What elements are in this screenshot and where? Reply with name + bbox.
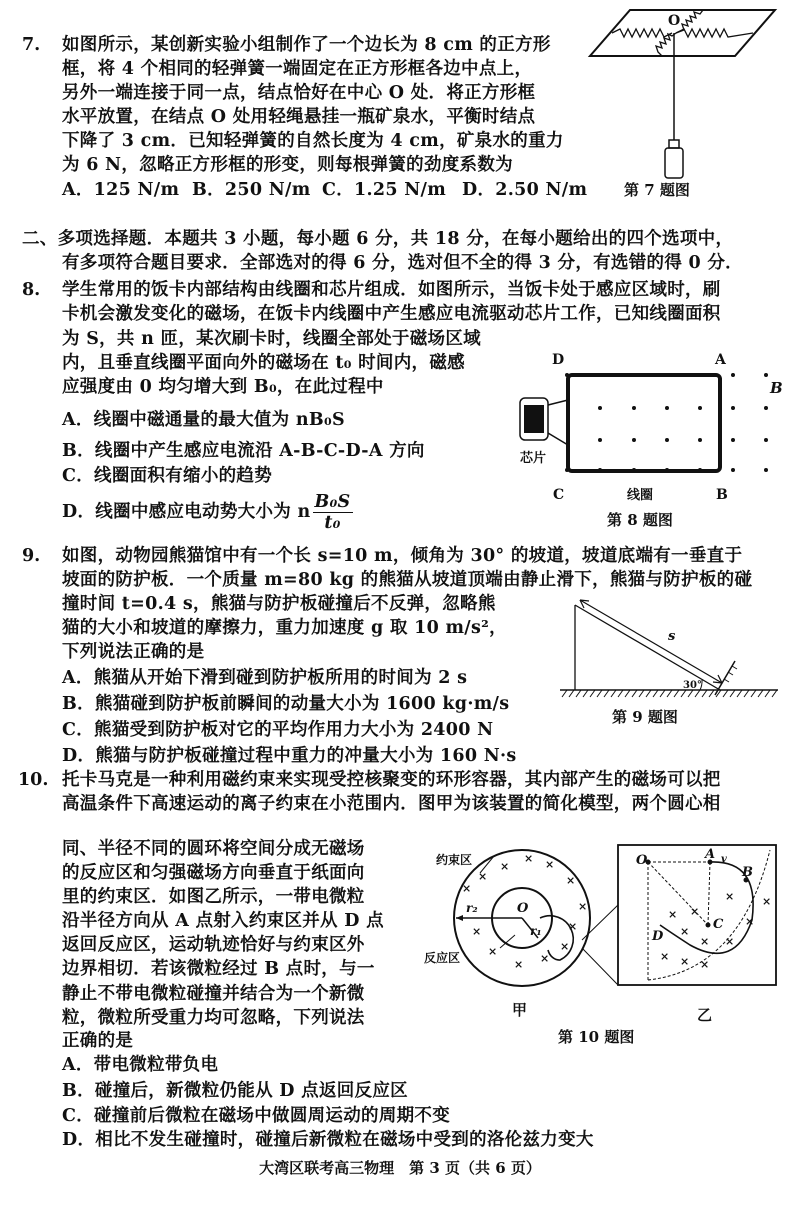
question-text-line: 里的约束区．如图乙所示，一带电微粒 [62, 887, 365, 907]
coil-label: 线圈 [627, 488, 654, 503]
point-b-label: B [742, 865, 753, 880]
question-text-line: 应强度由 0 均匀增大到 B₀，在此过程中 [62, 377, 384, 397]
question-text-line: 沿半径方向从 A 点射入约束区并从 D 点 [62, 911, 384, 931]
question-text-line: 如图所示，某创新实验小组制作了一个边长为 8 cm 的正方形 [62, 35, 551, 55]
option-c: C．线圈面积有缩小的趋势 [62, 466, 273, 486]
question-text-line: 的反应区和匀强磁场方向垂直于纸面向 [62, 863, 365, 883]
center-o-label: O [517, 901, 529, 916]
option-c: C．1.25 N/m [322, 180, 447, 200]
question-number: 9. [22, 546, 41, 566]
field-into-page-mark: × [514, 958, 524, 971]
field-into-page-mark: × [660, 950, 670, 963]
point-c-label: C [713, 917, 724, 932]
option-b: B．碰撞后，新微粒仍能从 D 点返回反应区 [62, 1081, 408, 1101]
point-d-label: D [652, 929, 664, 944]
question-text-line: 粒，微粒所受重力均可忽略，下列说法 [62, 1008, 365, 1028]
question-text-line: 撞时间 t=0.4 s，熊猫与防护板碰撞后不反弹，忽略熊 [62, 594, 496, 614]
chip-label: 芯片 [520, 451, 547, 466]
option-d: D．相比不发生碰撞时，碰撞后新微粒在磁场中受到的洛伦兹力变大 [62, 1130, 594, 1150]
slope-length-label: s [668, 629, 676, 644]
question-text-line: 学生常用的饭卡内部结构由线圈和芯片组成．如图所示，当饭卡处于感应区域时，刷 [62, 280, 721, 300]
velocity-label: v [721, 854, 727, 865]
field-into-page-mark: × [478, 870, 488, 883]
numerator: B₀S [314, 492, 351, 512]
figure-9-caption: 第 9 题图 [612, 708, 678, 726]
question-text-line: 卡机会激发变化的磁场，在饭卡内线圈中产生感应电流驱动芯片工作，已知线圈面积 [62, 304, 721, 324]
question-text-line: 正确的是 [62, 1031, 134, 1051]
question-text-line: 托卡马克是一种利用磁约束来实现受控核聚变的环形容器，其内部产生的磁场可以把 [62, 770, 721, 790]
point-o-label: O [668, 13, 681, 29]
question-text-line: 框，将 4 个相同的轻弹簧一端固定在正方形框各边中点上， [62, 59, 533, 79]
corner-a-label: A [715, 352, 726, 368]
question-text-line: 坡面的防护板．一个质量 m=80 kg 的熊猫从坡道顶端由静止滑下，熊猫与防护板的碰 [62, 570, 753, 590]
figure-7-caption: 第 7 题图 [624, 181, 690, 199]
point-o-label: O [636, 853, 648, 868]
field-into-page-mark: × [488, 945, 498, 958]
angle-label: 30° [683, 680, 702, 691]
figure-10-caption: 第 10 题图 [558, 1028, 635, 1046]
question-text-line: 同、半径不同的圆环将空间分成无磁场 [62, 839, 365, 859]
figure-jia-label: 甲 [512, 1001, 528, 1019]
question-text-line: 另外一端连接于同一点，结点恰好在中心 O 处．将正方形框 [62, 83, 536, 103]
question-text-line: 下列说法正确的是 [62, 642, 205, 662]
question-text-line: 水平放置，在结点 O 处用轻绳悬挂一瓶矿泉水，平衡时结点 [62, 107, 536, 127]
question-text-line: 为 6 N，忽略正方形框的形变，则每根弹簧的劲度系数为 [62, 155, 513, 175]
point-a-label: A [705, 847, 716, 862]
option-a: A．125 N/m [62, 180, 180, 200]
option-b: B．250 N/m [192, 180, 311, 200]
field-into-page-mark: × [462, 882, 472, 895]
field-into-page-mark: × [690, 905, 700, 918]
question-text-line: 高温条件下高速运动的离子约束在小范围内．图甲为该装置的简化模型，两个圆心相 [62, 794, 721, 814]
field-into-page-mark: × [524, 852, 534, 865]
question-number: 8. [22, 280, 41, 300]
section-heading: 二、多项选择题．本题共 3 小题，每小题 6 分，共 18 分，在每小题给出的四个选项中， [22, 229, 734, 249]
question-text-line: 为 S，共 n 匝，某次刷卡时，线圈全部处于磁场区域 [62, 329, 481, 349]
corner-d-label: D [552, 352, 565, 368]
figure-8-caption: 第 8 题图 [607, 511, 673, 529]
field-into-page-mark: × [668, 908, 678, 921]
option-a: A．带电微粒带负电 [62, 1055, 219, 1075]
field-b-label: B [770, 379, 783, 397]
option-c: C．熊猫受到防护板对它的平均作用力大小为 2400 N [62, 720, 494, 740]
r2-label: r₂ [466, 901, 478, 915]
field-into-page-mark: × [700, 935, 710, 948]
question-text-line: 静止不带电微粒碰撞并结合为一个新微 [62, 984, 365, 1004]
section-heading: 有多项符合题目要求．全部选对的得 6 分，选对但不全的得 3 分，有选错的得 0 分． [62, 253, 743, 273]
question-number: 7. [22, 35, 41, 55]
field-into-page-mark: × [540, 952, 550, 965]
field-into-page-mark: × [472, 925, 482, 938]
corner-b-label: B [716, 487, 728, 503]
option-b: B．线圈中产生感应电流沿 A-B-C-D-A 方向 [62, 441, 425, 461]
question-text-line: 如图，动物园熊猫馆中有一个长 s=10 m，倾角为 30° 的坡道，坡道底端有一垂直于 [62, 546, 743, 566]
question-text-line: 内，且垂直线圈平面向外的磁场在 t₀ 时间内，磁感 [62, 353, 465, 373]
option-c: C．碰撞前后微粒在磁场中做圆周运动的周期不变 [62, 1106, 451, 1126]
option-a: A．熊猫从开始下滑到碰到防护板所用的时间为 2 s [62, 668, 468, 688]
corner-c-label: C [553, 487, 565, 503]
question-text-line: 下降了 3 cm．已知轻弹簧的自然长度为 4 cm，矿泉水的重力 [62, 131, 564, 151]
field-into-page-mark: × [680, 955, 690, 968]
option-d: D．熊猫与防护板碰撞过程中重力的冲量大小为 160 N·s [62, 746, 517, 766]
question-text-line: 边界相切．若该微粒经过 B 点时，与一 [62, 959, 375, 979]
field-into-page-mark: × [725, 935, 735, 948]
option-a: A．线圈中磁通量的最大值为 nB₀S [62, 410, 345, 430]
question-number: 10. [18, 770, 49, 790]
page-footer: 大湾区联考高三物理 第 3 页（共 6 页） [259, 1159, 541, 1177]
field-into-page-mark: × [745, 915, 755, 928]
field-into-page-mark: × [700, 958, 710, 971]
confine-zone-label: 约束区 [436, 853, 473, 867]
reaction-zone-label: 反应区 [424, 951, 461, 965]
question-text-line: 猫的大小和坡道的摩擦力，重力加速度 g 取 10 m/s²， [62, 618, 507, 638]
field-into-page-mark: × [680, 925, 690, 938]
option-b: B．熊猫碰到防护板前瞬间的动量大小为 1600 kg·m/s [62, 694, 510, 714]
field-into-page-mark: × [566, 874, 576, 887]
denominator: t₀ [324, 513, 341, 533]
field-into-page-mark: × [762, 895, 772, 908]
option-d: D．2.50 N/m [462, 180, 588, 200]
figure-yi-label: 乙 [697, 1006, 713, 1024]
field-into-page-mark: × [545, 858, 555, 871]
field-into-page-mark: × [578, 900, 588, 913]
r1-label: r₁ [530, 924, 542, 938]
field-into-page-mark: × [725, 890, 735, 903]
question-text-line: 返回反应区，运动轨迹恰好与约束区外 [62, 935, 365, 955]
field-into-page-mark: × [560, 940, 570, 953]
field-into-page-mark: × [568, 920, 578, 933]
option-d-text: D．线圈中感应电动势大小为 n [62, 502, 311, 522]
field-into-page-mark: × [500, 860, 510, 873]
